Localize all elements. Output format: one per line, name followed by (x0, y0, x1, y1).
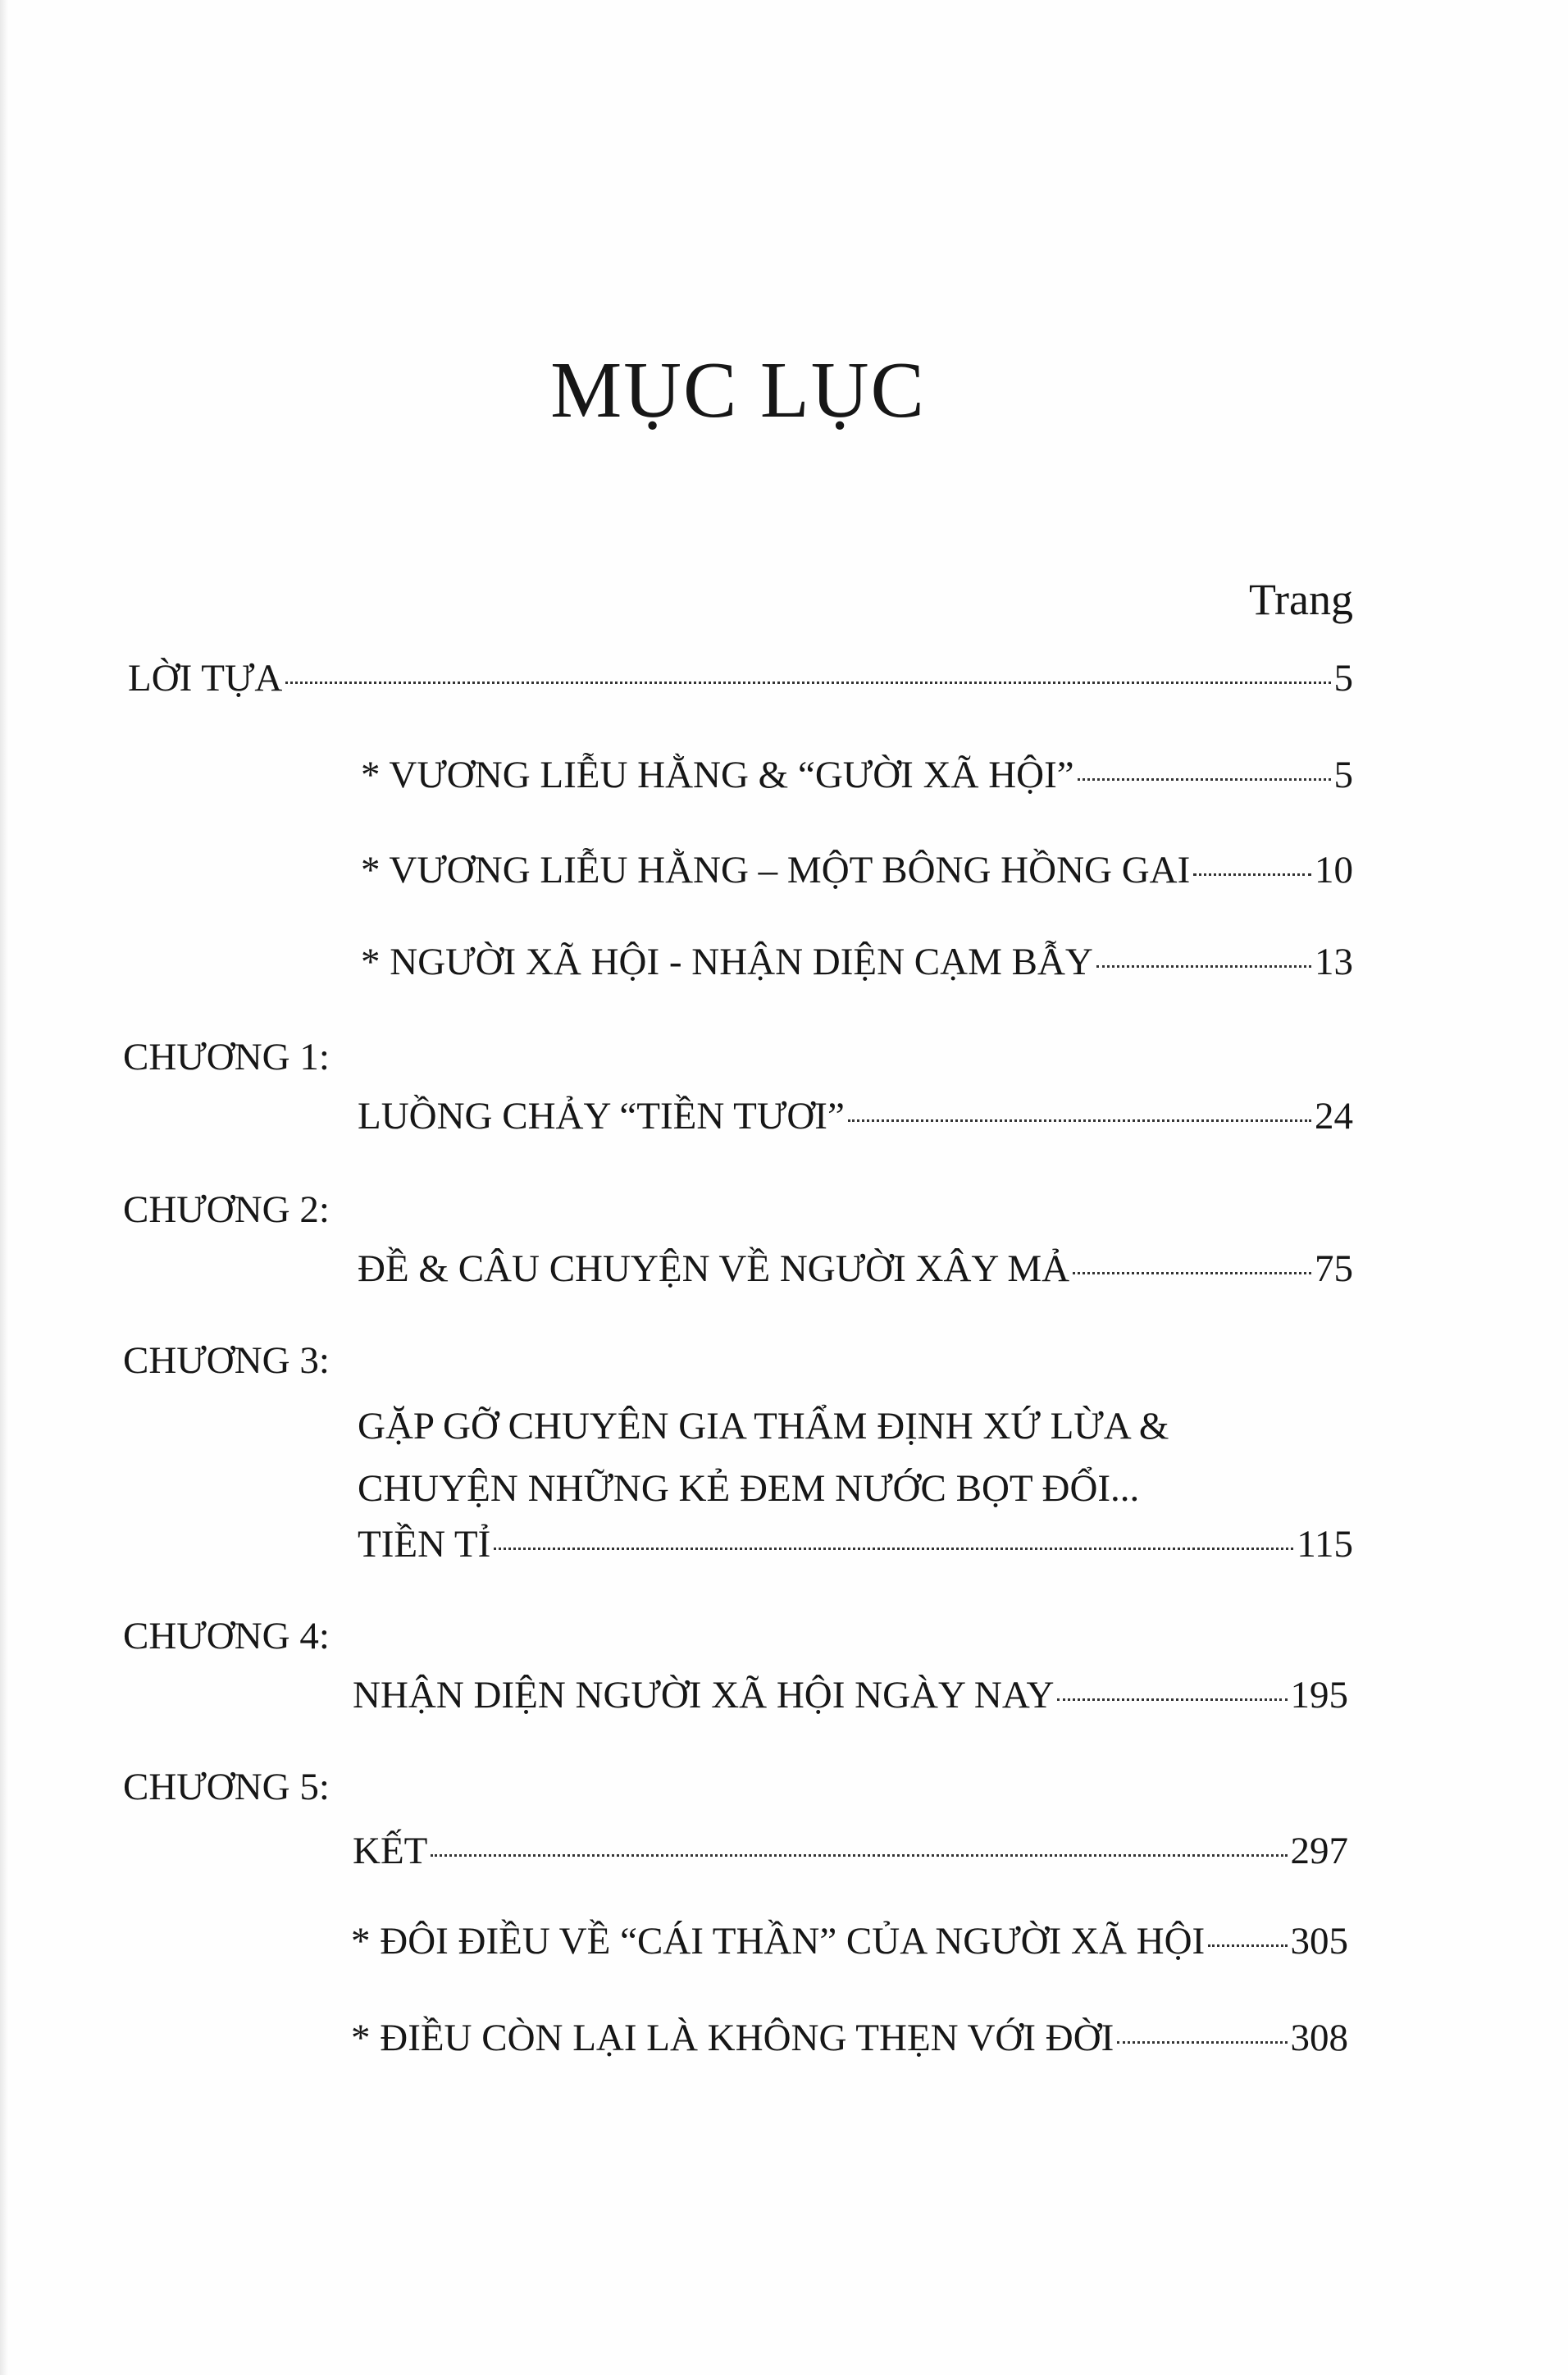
toc-page-number: 308 (1290, 2017, 1348, 2059)
chapter-4-label: CHƯƠNG 4: (123, 1615, 330, 1657)
chapter-5-label: CHƯƠNG 5: (123, 1766, 330, 1808)
page-title: MỤC LỤC (550, 346, 926, 435)
dot-leader (1073, 1272, 1311, 1274)
toc-page-number: 10 (1315, 849, 1353, 891)
toc-entry-title: ĐỀ & CÂU CHUYỆN VỀ NGƯỜI XÂY MẢ (358, 1247, 1070, 1290)
chapter-2-label: CHƯƠNG 2: (123, 1188, 330, 1231)
dot-leader (1057, 1698, 1287, 1701)
dot-leader (431, 1854, 1287, 1857)
toc-entry-title: * ĐÔI ĐIỀU VỀ “CÁI THẦN” CỦA NGƯỜI XÃ HỘI (351, 1920, 1206, 1962)
dot-leader (1193, 873, 1311, 876)
toc-entry-bong-hong-gai (361, 848, 1353, 892)
toc-page-number: 75 (1315, 1247, 1353, 1290)
toc-entry-khong-then-voi-doi (351, 2016, 1348, 2060)
chapter-1-label: CHƯƠNG 1: (123, 1036, 330, 1078)
toc-entry-chapter-3 (358, 1522, 1353, 1566)
toc-page-number: 297 (1290, 1830, 1348, 1872)
dot-leader (285, 682, 1330, 684)
dot-leader (494, 1548, 1293, 1550)
toc-entry-cai-than (351, 1919, 1348, 1963)
chapter-3-label: CHƯƠNG 3: (123, 1339, 330, 1382)
toc-entry-title: LUỒNG CHẢY “TIỀN TƯƠI” (358, 1095, 845, 1137)
toc-entry-title: * VƯƠNG LIỄU HẰNG & “GƯỜI XÃ HỘI” (361, 754, 1074, 796)
dot-leader (1078, 778, 1331, 781)
toc-entry-title: * NGƯỜI XÃ HỘI - NHẬN DIỆN CẠM BẪY (361, 941, 1093, 983)
toc-entry-loi-tua (128, 656, 1353, 700)
toc-entry-title: * ĐIỀU CÒN LẠI LÀ KHÔNG THẸN VỚI ĐỜI (351, 2017, 1114, 2059)
page-column-header: Trang (1248, 575, 1353, 624)
dot-leader (1117, 2041, 1287, 2044)
toc-entry-chapter-1 (358, 1094, 1353, 1138)
toc-page-number: 24 (1315, 1095, 1353, 1137)
dot-leader (848, 1119, 1311, 1122)
toc-entry-vuong-lieu-hang (361, 753, 1353, 797)
toc-page-number: 305 (1290, 1920, 1348, 1962)
toc-page-number: 195 (1290, 1674, 1348, 1716)
toc-entry-chapter-3-line-2: CHUYỆN NHỮNG KẺ ĐEM NƯỚC BỌT ĐỔI... (358, 1467, 1140, 1510)
toc-page-number: 115 (1297, 1523, 1353, 1566)
dot-leader (1208, 1944, 1287, 1947)
toc-entry-chapter-4 (353, 1673, 1348, 1717)
toc-entry-chapter-2 (358, 1247, 1353, 1291)
toc-entry-chapter-3-line-1: GẶP GỠ CHUYÊN GIA THẨM ĐỊNH XỨ LỪA & (358, 1405, 1169, 1447)
toc-page-number: 13 (1315, 941, 1353, 983)
toc-entry-title: TIỀN TỈ (358, 1523, 491, 1566)
toc-entry-title: * VƯƠNG LIỄU HẰNG – MỘT BÔNG HỒNG GAI (361, 849, 1191, 891)
toc-page-number: 5 (1333, 657, 1353, 700)
toc-entry-title: KẾT (353, 1830, 428, 1872)
toc-entry-title: NHẬN DIỆN NGƯỜI XÃ HỘI NGÀY NAY (353, 1674, 1055, 1716)
toc-entry-chapter-5 (353, 1829, 1348, 1873)
toc-entry-title: LỜI TỰA (128, 657, 283, 700)
toc-page-number: 5 (1333, 754, 1353, 796)
dot-leader (1096, 965, 1311, 968)
toc-entry-nhan-dien-cam-bay (361, 940, 1353, 984)
